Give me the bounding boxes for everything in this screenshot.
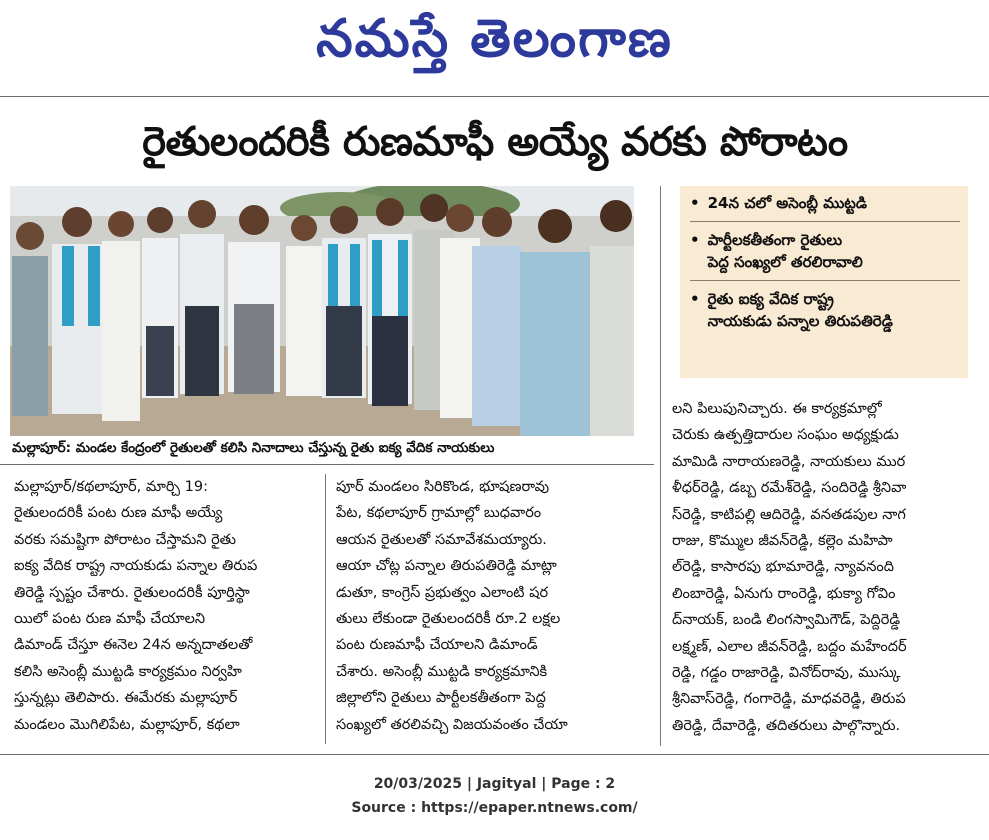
bullet-icon: • [690, 231, 700, 249]
photo-caption: మల్లాపూర్: మండల కేంద్రంలో రైతులతో కలిసి నినాదాలు చేస్తున్న రైతు ఐక్య వేదిక నాయకులు [12, 440, 495, 456]
highlight-divider [690, 280, 960, 281]
caption-divider [0, 464, 654, 465]
bullet-icon: • [690, 194, 700, 212]
column-divider [325, 474, 326, 744]
article-headline: రైతులందరికీ రుణమాఫీ అయ్యే వరకు పోరాటం [142, 119, 848, 165]
news-photo [10, 186, 634, 436]
footer-divider [0, 754, 989, 755]
article-column-3: లని పిలుపునిచ్చారు. ఈ కార్యక్రమాల్లో చెరుకు ఉత్పత్తిదారుల సంఘం అధ్యక్షుడు మామిడి నారాయణరెడ్డి, నాయకులు ముర ళీధర్‌రెడ్డి, డబ్బ రమేశ్‌రెడ్డి, సందిరెడ్డి శ్రీనివా స్‌రెడ్డి, కాటిపల్లి ఆదిరెడ్డి, వనతడపుల నాగ రాజు, కొమ్ముల జీవన్‌రెడ్డి, కల్లెం మహిపా ల్‌రెడ్డి, కాసారపు భూమారెడ్డి, న్యావనంది లింబారెడ్డి, ఏనుగు రాంరెడ్డి, భుక్యా గోవిం ద్‌నాయక్, బండి లింగస్వామిగౌడ్, పెద్దిరెడ్డి లక్ష్మణ్, ఎలాల జీవన్‌రెడ్డి, బద్దం మహేందర్ రెడ్డి, గడ్డం రాజారెడ్డి, వినోద్‌రావు, ముస్కు శ్రీనివాస్‌రెడ్డి, గంగారెడ్డి, మాధవరెడ్డి, తిరుప తిరెడ్డి, దేవారెడ్డి, తదితరులు పాల్గొన్నారు. [672, 401, 907, 734]
highlight-item: • 24న చలో అసెంబ్లీ ముట్టడి [690, 194, 867, 212]
masthead-divider [0, 96, 989, 97]
highlights-box [680, 186, 968, 378]
article-column-2: పూర్ మండలం సిరికొండ, భూషణరావు పేట, కథలాపూర్ గ్రామాల్లో బుధవారం ఆయన రైతులతో సమావేశమయ్యారు. ఆయా చోట్ల పన్నాల తిరుపతిరెడ్డి మాట్లా డుతూ, కాంగ్రెస్ ప్రభుత్వం ఎలాంటి షర తులు లేకుండా రైతులందరికీ రూ.2 లక్షల పంట రుణమాఫీ చేయాలని డిమాండ్ చేశారు. అసెంబ్లీ ముట్టడి కార్యక్రమానికి జిల్లాలోని రైతులు పార్టీలకతీతంగా పెద్ద సంఖ్యలో తరలివచ్చి విజయవంతం చేయా [336, 479, 568, 733]
highlight-item: • పార్టీలకతీతంగా రైతులు పెద్ద సంఖ్యలో తరలిరావాలి [690, 231, 863, 271]
newspaper-masthead: నమస్తే తెలంగాణ [316, 8, 673, 69]
highlight-divider [690, 221, 960, 222]
article-column-1: మల్లాపూర్/కథలాపూర్, మార్చి 19: రైతులందరికీ పంట రుణ మాఫీ అయ్యే వరకు సమష్టిగా పోరాటం చేస్తామని రైతు ఐక్య వేదిక రాష్ట్ర నాయకుడు పన్నాల తిరుప తిరెడ్డి స్పష్టం చేశారు. రైతులందరికీ పూర్తిస్థా యిలో పంట రుణ మాఫీ చేయాలని డిమాండ్ చేస్తూ ఈనెల 24న అన్నదాతలతో కలిసి అసెంబ్లీ ముట్టడి కార్యక్రమం నిర్వహి స్తున్నట్లు తెలిపారు. ఈమేరకు మల్లాపూర్ మండలం మొగిలిపేట, మల్లాపూర్, కథలా [14, 479, 258, 733]
column-divider [660, 186, 661, 746]
highlight-item: • రైతు ఐక్య వేదిక రాష్ట్ర నాయకుడు పన్నాల తిరుపతిరెడ్డి [690, 290, 893, 330]
footer-date-line: 20/03/2025 | Jagityal | Page : 2 [373, 776, 616, 792]
footer-source-line: Source : https://epaper.ntnews.com/ [351, 800, 638, 816]
bullet-icon: • [690, 290, 700, 308]
